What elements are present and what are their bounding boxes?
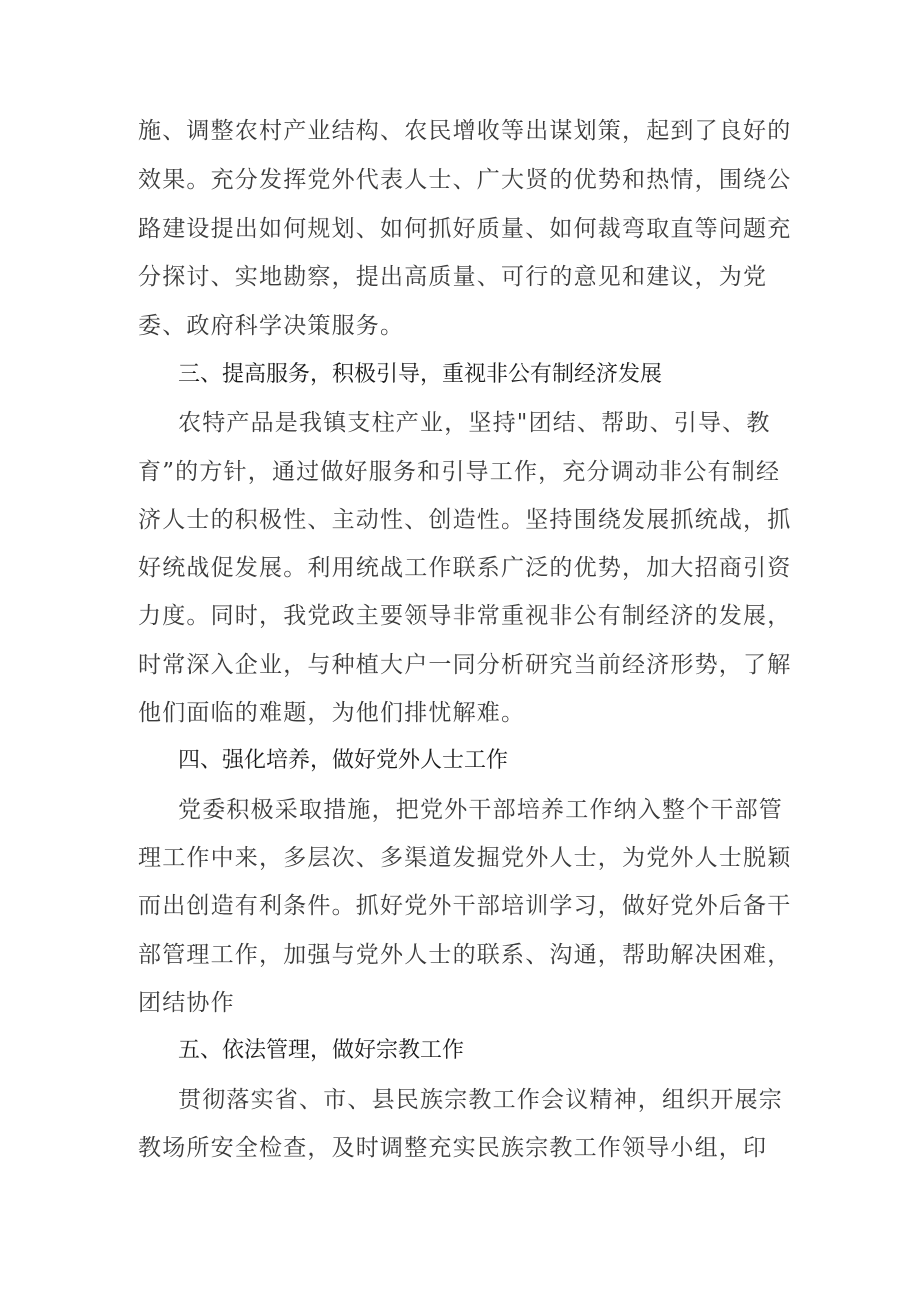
paragraph-line: 育”的方针，通过做好服务和引导工作，充分调动非公有制经: [138, 459, 781, 485]
paragraph-line: 理工作中来，多层次、多渠道发掘党外人士，为党外人士脱颖: [138, 845, 792, 871]
paragraph-line: 时常深入企业，与种植大户一同分析研究当前经济形势，了解: [138, 652, 792, 678]
paragraph-line: 济人士的积极性、主动性、创造性。坚持围绕发展抓统战，抓: [138, 507, 792, 533]
paragraph-line: 教场所安全检查，及时调整充实民族宗教工作领导小组，印: [138, 1135, 768, 1161]
paragraph-line: 党委积极采取措施，把党外干部培养工作纳入整个干部管: [178, 797, 783, 823]
section-heading-5: 五、依法管理，做好宗教工作: [178, 1038, 465, 1063]
paragraph-line: 团结协作: [138, 990, 235, 1016]
paragraph-line: 他们面临的难题，为他们排忧解难。: [138, 700, 526, 726]
section-heading-4: 四、强化培养，做好党外人士工作: [178, 748, 509, 773]
paragraph-line: 好统战促发展。利用统战工作联系广泛的优势，加大招商引资: [138, 555, 792, 581]
paragraph-line: 贯彻落实省、市、县民族宗教工作会议精神，组织开展宗: [178, 1087, 783, 1113]
paragraph-line: 委、政府科学决策服务。: [138, 313, 405, 339]
paragraph-line: 路建设提出如何规划、如何抓好质量、如何裁弯取直等问题充: [138, 216, 792, 242]
paragraph-line: 施、调整农村产业结构、农民增收等出谋划策，起到了良好的: [138, 118, 792, 144]
paragraph-line: 分探讨、实地勘察，提出高质量、可行的意见和建议，为党: [138, 264, 768, 290]
paragraph-line: 力度。同时，我党政主要领导非常重视非公有制经济的发展，: [138, 603, 792, 629]
paragraph-line: 而出创造有利条件。抓好党外干部培训学习，做好党外后备干: [138, 893, 792, 919]
paragraph-line: 部管理工作，加强与党外人士的联系、沟通，帮助解决困难，: [138, 942, 792, 968]
paragraph-line: 效果。充分发挥党外代表人士、广大贤的优势和热情，围绕公: [138, 167, 792, 193]
section-heading-3: 三、提高服务，积极引导，重视非公有制经济发展: [178, 362, 663, 387]
paragraph-line: 农特产品是我镇支柱产业，坚持"团结、帮助、引导、教: [178, 410, 771, 436]
